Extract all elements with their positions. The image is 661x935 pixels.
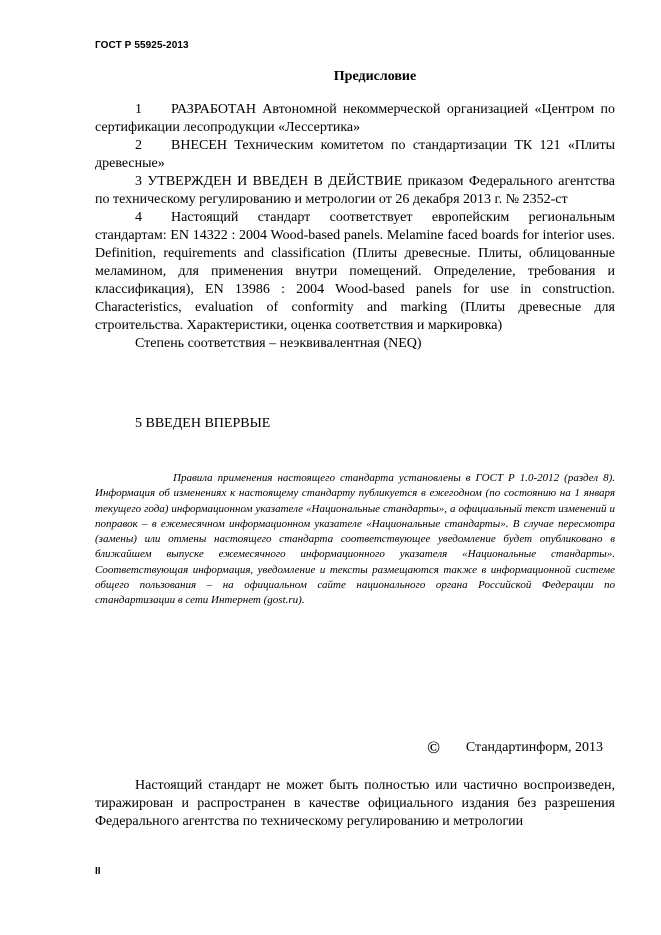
copyright-line [427,738,603,758]
paragraph-introduced [95,137,615,173]
conformity-degree: Степень соответствия – неэквивалентная (NEQ) [135,336,422,351]
page-number: II [95,866,101,877]
paragraph-text: ВНЕСЕН Техническим комитетом по стандартизации ТК 121 «Плиты древесные» [95,138,615,171]
copyright-holder: Стандартинформ, 2013 [465,740,603,755]
paragraph-conformity [95,209,615,335]
foreword-body [95,101,615,353]
copyright-icon: © [427,738,440,757]
paragraph-text: РАЗРАБОТАН Автономной некоммерческой организацией «Центром по сертификации лесопродукции «Лессертика» [95,102,615,135]
paragraph-text: Настоящий стандарт соответствует европейским региональным стандартам: EN 14322 : 2004 Wood-based panels. Melamine faced boards for interior uses. Definition, requirements and classification (Плиты древесные. Плиты, облицованные меламином, для применения внутри помещений. Определение, требования и классификация), EN 13986 : 2004 Wood-based panels for use in construction. Characteristics, evaluation of conformity and marking (Плиты древесные для строительства. Характеристики, оценка соответствия и маркировка) [95,210,615,333]
reproduction-rights-notice: Настоящий стандарт не может быть полностью или частично воспроизведен, тиражирован и распространен в качестве официального издания без разрешения Федерального агентства по техническому регулированию и метрологии [95,778,615,829]
document-header: ГОСТ Р 55925-2013 [95,40,189,51]
paragraph-developed [95,101,615,137]
application-rules-note: Правила применения настоящего стандарта установлены в ГОСТ Р 1.0-2012 (раздел 8). Информация об изменениях к настоящему стандарту публикуется в ежегодном (по состоянию на 1 января текущего года) информационном указателе «Национальные стандарты», а официальный текст изменений и поправок – в ежемесячном информационном указателе «Национальные стандарты». В случае пересмотра (замены) или отмены настоящего стандарта соответствующее уведомление будет опубликовано в ближайшем выпуске ежемесячного информационного указателя «Национальные стандарты». Соответствующая информация, уведомление и тексты размещаются также в информационной системе общего пользования – на официальном сайте национального органа Российской Федерации по стандартизации в сети Интернет (gost.ru). [95,472,615,607]
paragraph-number: 1 [135,102,142,117]
paragraph-number: 2 [135,138,142,153]
paragraph-first-introduced: 5 ВВЕДЕН ВПЕРВЫЕ [135,416,271,431]
page-title: Предисловие [333,69,417,84]
paragraph-approved: 3 УТВЕРЖДЕН И ВВЕДЕН В ДЕЙСТВИЕ приказом Федерального агентства по техническому регулированию и метрологии от 26 декабря 2013 г. № 2352-ст [95,174,615,207]
paragraph-number: 4 [135,210,142,225]
